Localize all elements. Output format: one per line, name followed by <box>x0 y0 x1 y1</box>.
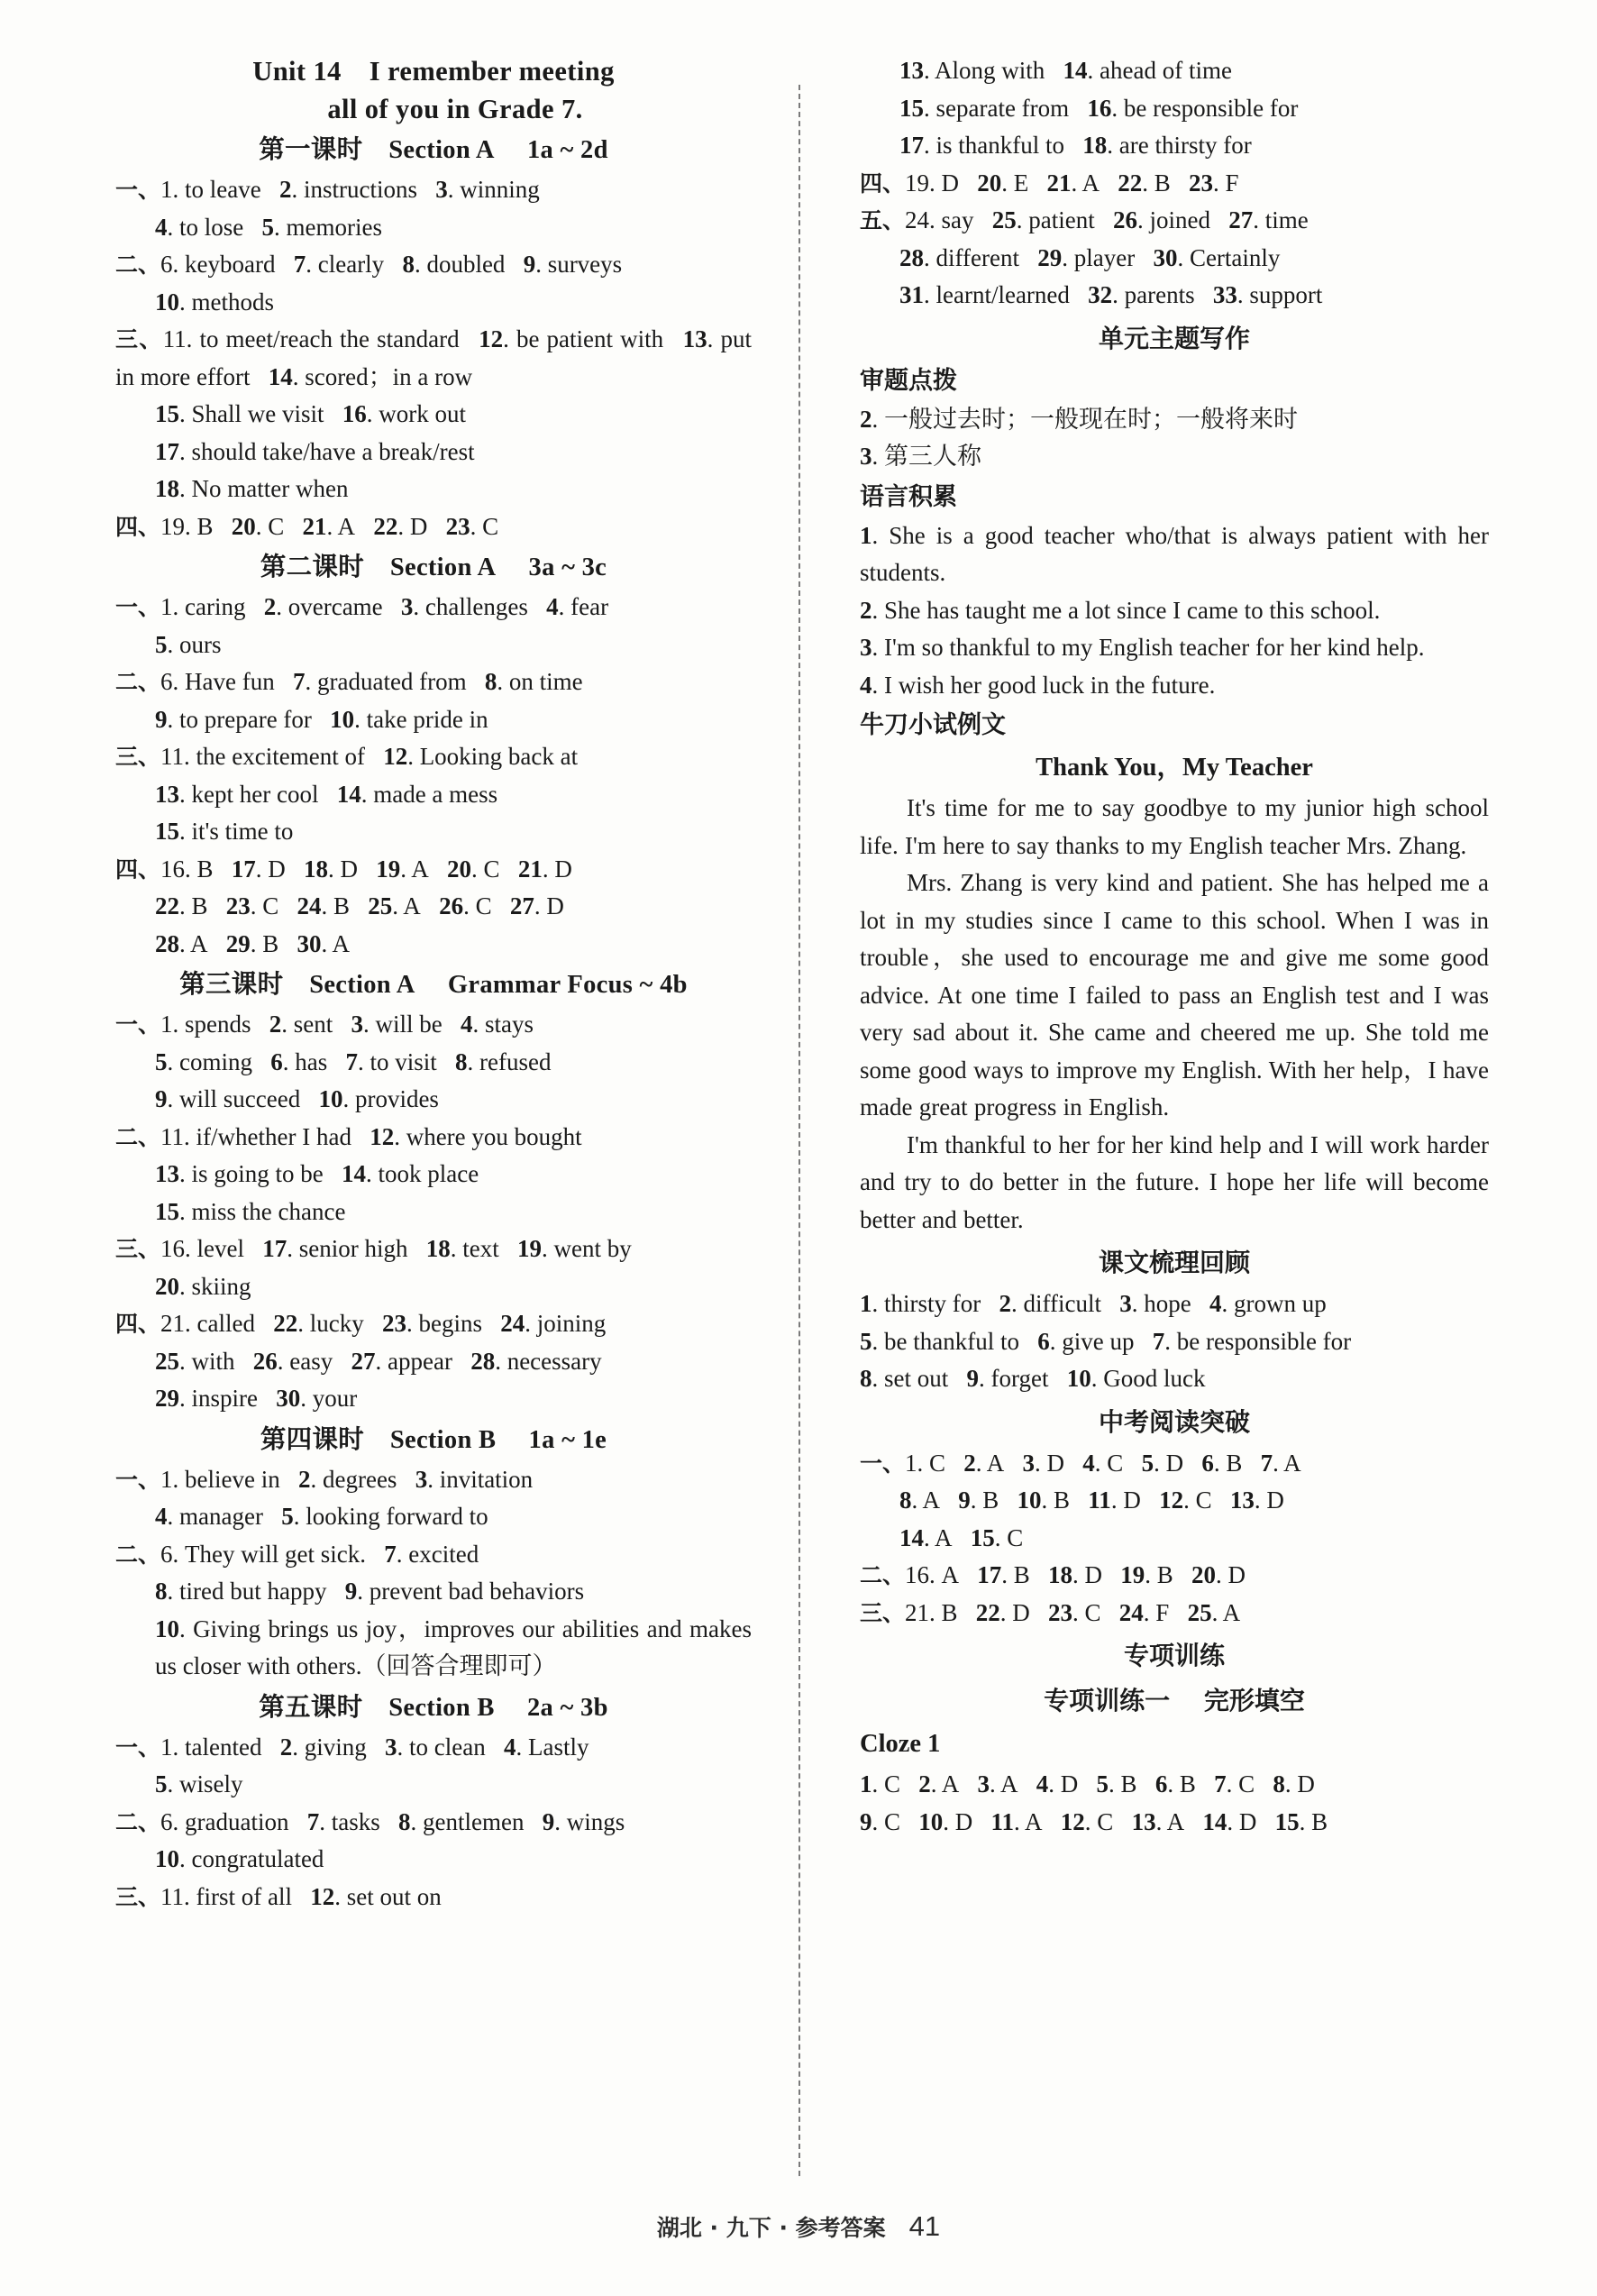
training-subtitle: 专项训练一 完形填空 <box>1044 1686 1305 1715</box>
answer-line: 8. tired but happy 9. prevent bad behaviors <box>155 1578 585 1605</box>
answer-line: 29. inspire 30. your <box>155 1385 358 1412</box>
answer-line: 四、21. called 22. lucky 23. begins 24. joining <box>115 1310 607 1337</box>
cloze-line: 1. C 2. A 3. A 4. D 5. B 6. B 7. C 8. D <box>860 1770 1315 1797</box>
answer-line: 15. miss the chance <box>155 1197 346 1225</box>
cloze-label: Cloze 1 <box>860 1730 941 1758</box>
answer-line: 一、1. spends 2. sent 3. will be 4. stays <box>115 1011 534 1038</box>
answer-line: 13. is going to be 14. took place <box>155 1160 479 1187</box>
answer-line: 一、1. caring 2. overcame 3. challenges 4. fear <box>115 593 609 620</box>
right-column <box>798 52 1597 2198</box>
answer-line: 三、11. the excitement of 12. Looking back at <box>115 743 579 770</box>
writing-sub1-title: 审题点拨 <box>860 366 957 395</box>
answer-line: 13. Along with 14. ahead of time <box>899 57 1232 84</box>
period-heading-4: 第四课时 Section B 1a ~ 1e <box>260 1425 607 1454</box>
answer-line: 22. B 23. C 24. B 25. A 26. C 27. D <box>155 892 564 919</box>
writing-sub2-line: 3. I'm so thankful to my English teacher for her kind help. <box>860 634 1425 661</box>
answer-line: 四、19. B 20. C 21. A 22. D 23. C <box>115 512 499 540</box>
essay-title: Thank You，My Teacher <box>1036 754 1313 782</box>
left-column <box>0 52 798 2198</box>
period-heading-1: 第一课时 Section A 1a ~ 2d <box>259 136 608 164</box>
review-section-title: 课文梳理回顾 <box>1098 1248 1250 1277</box>
answer-line: 4. manager 5. looking forward to <box>155 1503 488 1530</box>
answer-line: 20. skiing <box>155 1272 251 1300</box>
writing-sub1-line: 3. 第三人称 <box>860 443 981 470</box>
answer-line: 15. separate from 16. be responsible for <box>899 94 1299 122</box>
answer-line: 三、11. to meet/reach the standard 12. be patient with 13. put in more effort 14. scored；in a row <box>115 325 752 390</box>
writing-section-title: 单元主题写作 <box>1098 323 1250 353</box>
answer-line: 10. congratulated <box>155 1845 324 1872</box>
answer-line: 四、16. B 17. D 18. D 19. A 20. C 21. D <box>115 855 572 883</box>
writing-sub2-title: 语言积累 <box>860 482 957 511</box>
answer-line: 9. to prepare for 10. take pride in <box>155 705 488 733</box>
period-heading-3: 第三课时 Section A Grammar Focus ~ 4b <box>179 971 688 999</box>
period-heading-2: 第二课时 Section A 3a ~ 3c <box>260 553 607 581</box>
writing-sub2-line: 2. She has taught me a lot since I came to this school. <box>860 596 1381 624</box>
footer-text: 湖北 · 九下 · 参考答案 <box>656 2215 886 2241</box>
page-columns <box>0 52 1597 2198</box>
answer-line: 25. with 26. easy 27. appear 28. necessary <box>155 1347 602 1375</box>
answer-line: 五、24. say 25. patient 26. joined 27. time <box>860 206 1309 233</box>
answer-line: 二、6. They will get sick. 7. excited <box>115 1540 479 1568</box>
answer-line: 13. kept her cool 14. made a mess <box>155 780 498 808</box>
answer-line: 三、11. first of all 12. set out on <box>115 1882 442 1910</box>
answer-line: 二、6. Have fun 7. graduated from 8. on time <box>115 668 583 695</box>
reading-line: 8. A 9. B 10. B 11. D 12. C 13. D <box>899 1486 1284 1514</box>
writing-sub1-line: 2. 一般过去时；一般现在时；一般将来时 <box>860 405 1298 433</box>
period-heading-5: 第五课时 Section B 2a ~ 3b <box>259 1693 608 1722</box>
training-section-title: 专项训练 <box>1123 1641 1225 1670</box>
answer-line: 17. is thankful to 18. are thirsty for <box>899 132 1252 159</box>
answer-line: 18. No matter when <box>155 475 349 502</box>
answer-line: 4. to lose 5. memories <box>155 213 382 241</box>
page-number: 41 <box>908 2210 941 2242</box>
reading-line: 三、21. B 22. D 23. C 24. F 25. A <box>860 1598 1241 1626</box>
page-footer <box>0 2210 1597 2243</box>
answer-line: 5. coming 6. has 7. to visit 8. refused <box>155 1047 552 1075</box>
unit-title-line1: Unit 14 I remember meeting <box>252 56 615 87</box>
answer-line: 28. different 29. player 30. Certainly <box>899 243 1281 271</box>
answer-line: 5. ours <box>155 630 222 658</box>
answer-line: 17. should take/have a break/rest <box>155 437 475 465</box>
answer-line: 5. wisely <box>155 1770 243 1797</box>
reading-line: 二、16. A 17. B 18. D 19. B 20. D <box>860 1561 1246 1588</box>
answer-line: 28. A 29. B 30. A <box>155 929 351 957</box>
answer-line: 二、6. graduation 7. tasks 8. gentlemen 9. wings <box>115 1807 625 1835</box>
essay-paragraph: Mrs. Zhang is very kind and patient. She has helped me a lot in my studies since I came to this school. When I was in trouble，she used to encourage me and give me some good advice. At one time I failed to pass an English test and I was very sad about it. She came and cheered me up. She told me some good ways to improve my English. With her help，I have made great progress in English. <box>860 869 1489 1121</box>
answer-line: 三、16. level 17. senior high 18. text 19. went by <box>115 1235 632 1262</box>
answer-line: 一、1. believe in 2. degrees 3. invitation <box>115 1465 534 1493</box>
answer-line: 二、6. keyboard 7. clearly 8. doubled 9. surveys <box>115 251 623 278</box>
unit-title-line2: all of you in Grade 7. <box>327 94 583 124</box>
reading-section-title: 中考阅读突破 <box>1098 1406 1250 1437</box>
answer-line: 10. Giving brings us joy，improves our abilities and makes us closer with others.（回答合理即可） <box>155 1615 752 1679</box>
reading-line: 一、1. C 2. A 3. D 4. C 5. D 6. B 7. A <box>860 1449 1301 1477</box>
answer-line: 四、19. D 20. E 21. A 22. B 23. F <box>860 169 1239 197</box>
answer-line: 15. it's time to <box>155 818 294 845</box>
writing-sub2-line: 4. I wish her good luck in the future. <box>860 671 1216 699</box>
writing-sub3-title: 牛刀小试例文 <box>860 711 1006 739</box>
reading-line: 14. A 15. C <box>899 1523 1024 1551</box>
essay-paragraph: I'm thankful to her for her kind help and I will work harder and try to do better in the future. I hope her life will become better and better. <box>860 1130 1489 1233</box>
unit-title <box>115 52 752 128</box>
review-line: 1. thirsty for 2. difficult 3. hope 4. grown up <box>860 1290 1327 1317</box>
review-line: 5. be thankful to 6. give up 7. be responsible for <box>860 1327 1352 1355</box>
answer-line: 一、1. to leave 2. instructions 3. winning <box>115 176 540 203</box>
answer-line: 一、1. talented 2. giving 3. to clean 4. Lastly <box>115 1733 589 1761</box>
review-line: 8. set out 9. forget 10. Good luck <box>860 1365 1206 1392</box>
answer-line: 9. will succeed 10. provides <box>155 1085 439 1112</box>
writing-sub2-line: 1. She is a good teacher who/that is always patient with her students. <box>860 521 1489 586</box>
cloze-line: 9. C 10. D 11. A 12. C 13. A 14. D 15. B <box>860 1807 1328 1835</box>
essay-paragraph: It's time for me to say goodbye to my junior high school life. I'm here to say thanks to my English teacher Mrs. Zhang. <box>860 794 1489 859</box>
answer-line: 15. Shall we visit 16. work out <box>155 400 466 427</box>
answer-line: 10. methods <box>155 288 274 316</box>
answer-line: 31. learnt/learned 32. parents 33. support <box>899 281 1323 308</box>
answer-line: 二、11. if/whether I had 12. where you bought <box>115 1122 582 1150</box>
